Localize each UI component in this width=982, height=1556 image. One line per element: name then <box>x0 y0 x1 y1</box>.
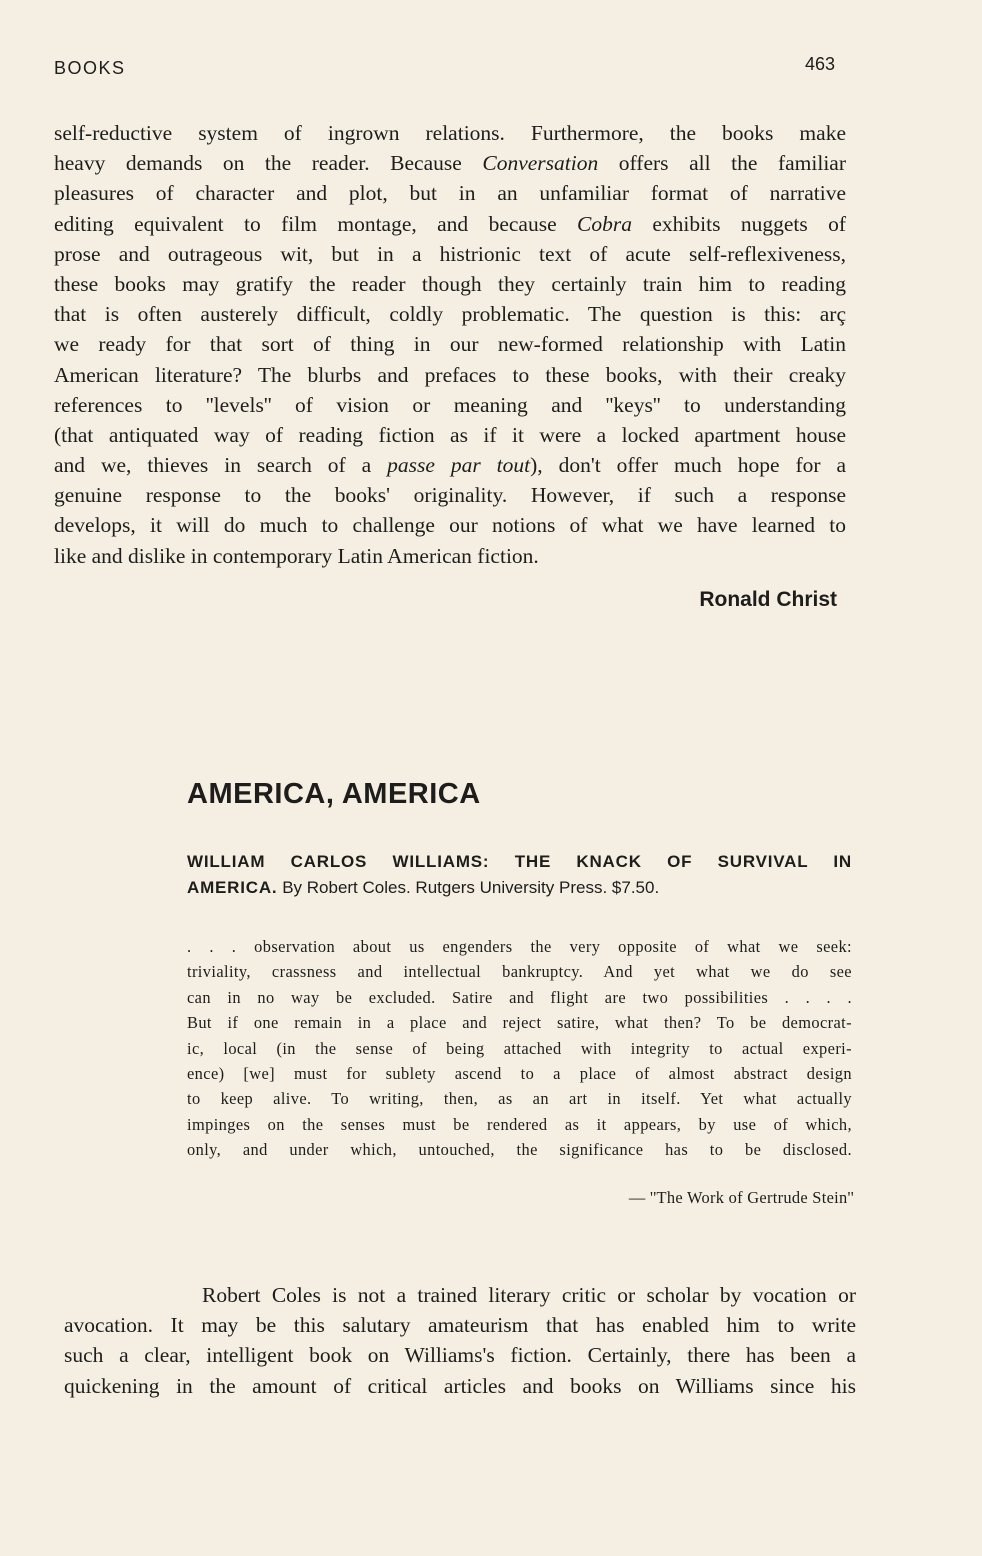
epigraph-line: triviality, crassness and intellectual bankruptcy. And yet what we do see <box>187 962 852 982</box>
epigraph-line: ic, local (in the sense of being attached with integrity to actual experi- <box>187 1038 852 1058</box>
text-line: these books may gratify the reader though they certainly train him to reading <box>54 271 846 296</box>
text-line: references to ''levels'' of vision or meaning and ''keys'' to understanding <box>54 392 846 417</box>
italic-title: Conversation <box>482 151 599 176</box>
book-title-line: AMERICA. By Robert Coles. Rutgers University Press. $7.50. <box>187 878 660 897</box>
review-paragraph <box>64 1280 856 1401</box>
text-line: that is often austerely difficult, coldly problematic. The question is this: arç <box>54 302 846 327</box>
text-line: prose and outrageous wit, but in a histrionic text of acute self-reflexiveness, <box>54 241 846 266</box>
epigraph-line: only, and under which, untouched, the significance has to be disclosed. <box>187 1140 852 1160</box>
text-line: heavy demands on the reader. Because Conversation offers all the familiar <box>54 151 847 176</box>
review-author: Ronald Christ <box>699 588 837 611</box>
section-title: AMERICA, AMERICA <box>187 778 481 810</box>
text-line: such a clear, intelligent book on Williams's fiction. Certainly, there has been a <box>64 1343 856 1368</box>
text-line: (that antiquated way of reading fiction as if it were a locked apartment house <box>54 422 846 447</box>
epigraph <box>187 934 852 1163</box>
text-line: like and dislike in contemporary Latin American fiction. <box>54 543 539 568</box>
book-title-line: WILLIAM CARLOS WILLIAMS: THE KNACK OF SURVIVAL IN <box>187 852 852 871</box>
page-number: 463 <box>805 54 836 74</box>
epigraph-line: impinges on the senses must be rendered as it appears, by use of which, <box>187 1114 852 1134</box>
epigraph-line: But if one remain in a place and reject satire, what then? To be democrat- <box>187 1013 852 1033</box>
text-line: self-reductive system of ingrown relations. Furthermore, the books make <box>54 121 846 145</box>
text-line: we ready for that sort of thing in our new-formed relationship with Latin <box>54 332 846 357</box>
text-line: genuine response to the books' originality. However, if such a response <box>54 483 846 508</box>
epigraph-line: . . . observation about us engenders the very opposite of what we seek: <box>187 937 852 956</box>
text-line: editing equivalent to film montage, and because Cobra exhibits nuggets of <box>54 211 846 236</box>
epigraph-line: to keep alive. To writing, then, as an art in itself. Yet what actually <box>187 1089 852 1109</box>
epigraph-line: ence) [we] must for sublety ascend to a place of almost abstract design <box>187 1063 852 1083</box>
text-line: Robert Coles is not a trained literary critic or scholar by vocation or <box>202 1283 856 1307</box>
running-head: BOOKS <box>54 58 126 78</box>
text-line: and we, thieves in search of a passe par tout), don't offer much hope for a <box>54 453 847 478</box>
book-citation <box>187 849 852 901</box>
epigraph-line: can in no way be excluded. Satire and flight are two possibilities . . . . <box>187 987 852 1007</box>
text-line: quickening in the amount of critical articles and books on Williams since his <box>64 1373 856 1398</box>
review-paragraph <box>54 118 846 571</box>
text-line: pleasures of character and plot, but in an unfamiliar format of narrative <box>54 181 846 206</box>
italic-phrase: passe par tout <box>387 453 531 478</box>
text-line: avocation. It may be this salutary amateurism that has enabled him to write <box>64 1313 856 1338</box>
italic-title: Cobra <box>577 211 632 236</box>
epigraph-source: — ''The Work of Gertrude Stein'' <box>628 1188 854 1207</box>
text-line: develops, it will do much to challenge our notions of what we have learned to <box>54 513 846 538</box>
text-line: American literature? The blurbs and prefaces to these books, with their creaky <box>54 362 846 387</box>
